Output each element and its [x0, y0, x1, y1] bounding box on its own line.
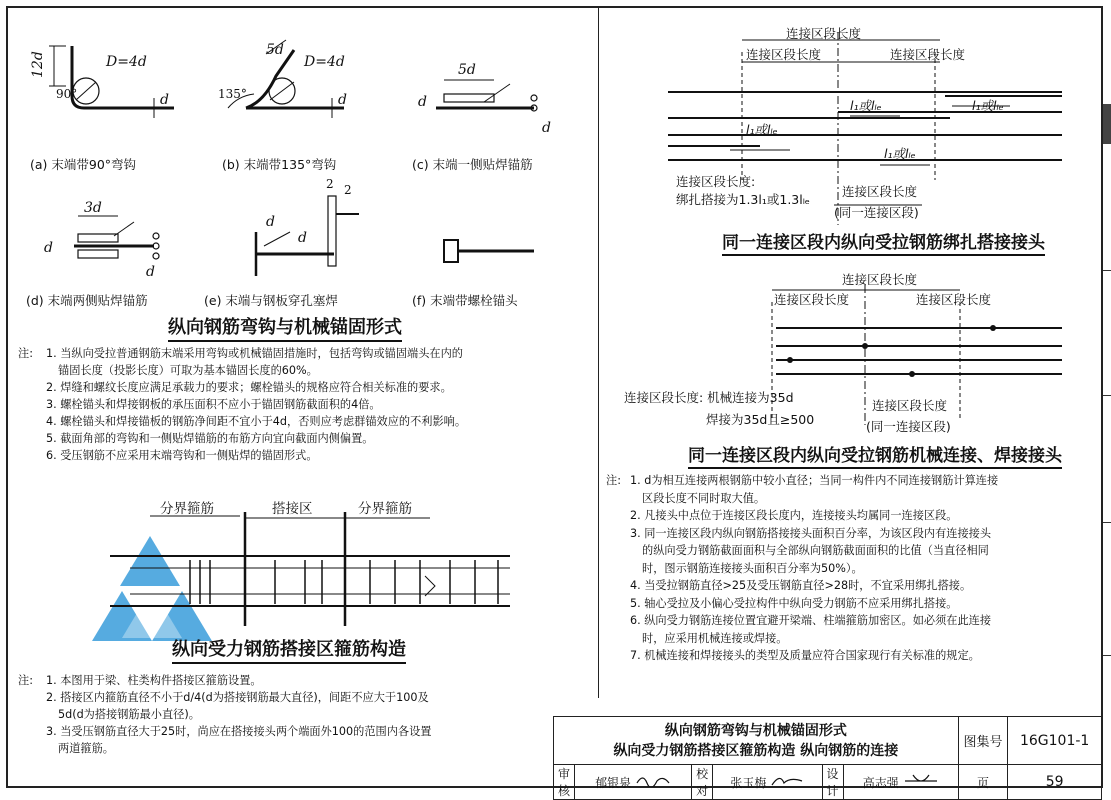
column-divider: [598, 8, 599, 698]
section-title-anchorage: 纵向钢筋弯钩与机械锚固形式: [168, 313, 402, 342]
note-line: 2. 焊缝和螺纹长度应满足承载力的要求；螺栓锚头的规格应符合相关标准的要求。: [46, 381, 452, 394]
notes-anchorage: [46, 345, 466, 464]
fig-caption-f: (f) 末端带螺栓锚头: [412, 293, 518, 308]
dim-12d: 12d: [30, 51, 46, 78]
mech-box-top: 连接区段长度: [872, 398, 948, 413]
mech-def-2: 焊接为35d且≥500: [706, 412, 815, 427]
note-line: 1. d为相互连接两根钢筋中较小直径；当同一构件内不同连接钢筋计算连接: [630, 474, 999, 487]
stirrup-lap-drawing: [90, 496, 540, 646]
dim-5d-b: 5d: [266, 42, 284, 58]
section-title-lap: 同一连接区段内纵向受拉钢筋绑扎搭接接头: [722, 228, 1045, 256]
note-line: 3. 螺栓锚头和焊接钢板的承压面积不应小于锚固钢筋截面积的4倍。: [46, 398, 381, 411]
dim-d-d2: d: [146, 264, 155, 280]
drawing-title: [554, 717, 959, 765]
dim-d-c2: d: [542, 120, 551, 136]
dim-3d: 3d: [84, 200, 102, 216]
note-line: 5d(d为搭接钢筋最小直径)。: [58, 708, 200, 721]
designer-signature: [903, 773, 939, 787]
design-label: 设计: [822, 765, 843, 800]
lap-seg-right: 连接区段长度: [890, 47, 966, 62]
dim-5d-c: 5d: [458, 62, 476, 78]
review-label: 审核: [554, 765, 575, 800]
section-title-mech: 同一连接区段内纵向受拉钢筋机械连接、焊接接头: [688, 441, 1062, 469]
lap-top-label: 连接区段长度: [786, 26, 862, 41]
edge-tick: [1103, 655, 1111, 656]
notes-right-prefix: 注:: [606, 474, 621, 487]
reviewer-text: 郁银泉: [595, 776, 632, 790]
designer-text: 高志强: [862, 776, 899, 790]
fig-caption-e: (e) 末端与钢板穿孔塞焊: [204, 293, 338, 308]
note-line: 1. 本图用于梁、柱类构件搭接区箍筋设置。: [46, 674, 262, 687]
drawing-title-line1: 纵向钢筋弯钩与机械锚固形式: [664, 722, 847, 739]
dim-d-e: d: [266, 214, 275, 230]
designer-name: [843, 765, 958, 800]
note-line: 1. 当纵向受拉普通钢筋末端采用弯钩或机械锚固措施时，包括弯钩或锚固端头在内的: [46, 347, 463, 360]
note-line: 两道箍筋。: [58, 742, 114, 755]
mech-seg-left: 连接区段长度: [774, 292, 850, 307]
mech-box-bottom: (同一连接区段): [866, 419, 951, 434]
dim-d-c: d: [418, 94, 427, 110]
notes-stirrup: [46, 672, 431, 757]
mech-top-label: 连接区段长度: [842, 272, 918, 287]
edge-tick: [1103, 522, 1111, 523]
notes-splice: [630, 472, 998, 665]
page-label: 页: [958, 765, 1008, 800]
dim-d-b: d: [338, 92, 347, 108]
page-number: 59: [1008, 765, 1102, 800]
edge-tick: [1103, 395, 1111, 396]
checker-text: 张玉梅: [730, 776, 767, 790]
drawing-title-line2: 纵向受力钢筋搭接区箍筋构造 纵向钢筋的连接: [613, 742, 899, 759]
mech-def-1: 连接区段长度: 机械连接为35d: [624, 390, 794, 405]
dim-d-d: d: [44, 240, 53, 256]
lap-length-3: l₁或lₗₑ: [746, 122, 778, 137]
lap-length-2: l₁或lₗₑ: [972, 98, 1004, 113]
atlas-number: 16G101-1: [1008, 717, 1102, 765]
notes2-prefix: 注:: [18, 674, 33, 687]
dim-D4d-a: D=4d: [106, 54, 147, 70]
reviewer-name: [575, 765, 692, 800]
fig-caption-c: (c) 末端一侧贴焊锚筋: [412, 157, 533, 172]
note-line: 2. 凡接头中点位于连接区段长度内，连接接头均属同一连接区段。: [630, 509, 958, 522]
note-line: 4. 螺栓锚头和焊接锚板的钢筋净间距不宜小于4d，否则应考虑群锚效应的不利影响。: [46, 415, 467, 428]
fig-caption-a: (a) 末端带90°弯钩: [30, 157, 137, 172]
note-line: 5. 轴心受拉及小偏心受拉构件中纵向受力钢筋不应采用绑扎搭接。: [630, 596, 958, 610]
lap-box-top: 连接区段长度: [842, 184, 918, 199]
checker-signature: [770, 773, 804, 787]
lap-seg-left: 连接区段长度: [746, 47, 822, 62]
dim-2-e2: 2: [344, 183, 352, 197]
stirrup-label-mid: 搭接区: [272, 501, 313, 517]
note-line: 时，图示钢筋连接接头面积百分率为50%）。: [642, 561, 863, 575]
fig-caption-b: (b) 末端带135°弯钩: [222, 157, 337, 172]
note-line: 区段长度不同时取大值。: [642, 491, 766, 505]
note-line: 的纵向受力钢筋截面面积与全部纵向钢筋截面面积的比值（当直径相同: [642, 544, 989, 557]
fig-caption-d: (d) 末端两侧贴焊锚筋: [26, 293, 148, 308]
section-title-stirrup: 纵向受力钢筋搭接区箍筋构造: [172, 635, 406, 664]
note-line: 3. 当受压钢筋直径大于25时，尚应在搭接接头两个端面外100的范围内各设置: [46, 725, 432, 738]
lap-length-4: l₁或lₗₑ: [884, 146, 916, 161]
lap-box-bottom: (同一连接区段): [834, 205, 919, 220]
lap-length-1: l₁或lₗₑ: [850, 98, 882, 113]
atlas-label: 图集号: [958, 717, 1008, 765]
mech-seg-right: 连接区段长度: [916, 292, 992, 307]
note-line: 6. 纵向受力钢筋连接位置宜避开梁端、柱端箍筋加密区。如必须在此连接: [630, 614, 992, 627]
checker-name: [713, 765, 822, 800]
stirrup-label-right: 分界箍筋: [358, 501, 412, 517]
edge-tab-bar: [1103, 0, 1111, 794]
dim-D4d-b: D=4d: [304, 54, 345, 70]
reviewer-signature: [635, 773, 671, 787]
note-line: 7. 机械连接和焊接接头的类型及质量应符合国家现行有关标准的规定。: [630, 649, 980, 662]
title-block: [553, 716, 1102, 800]
dim-2-e: 2: [326, 177, 334, 191]
dim-d-e2: d: [298, 230, 307, 246]
edge-tick: [1103, 270, 1111, 271]
note-line: 4. 当受拉钢筋直径>25及受压钢筋直径>28时，不宜采用绑扎搭接。: [630, 579, 972, 592]
check-label: 校对: [692, 765, 713, 800]
stirrup-label-left: 分界箍筋: [160, 501, 214, 517]
notes1-prefix: 注:: [18, 347, 33, 360]
edge-tab-marker: [1103, 104, 1111, 144]
dim-90deg: 90°: [56, 87, 78, 101]
note-line: 2. 搭接区内箍筋直径不小于d/4(d为搭接钢筋最大直径)，间距不应大于100及: [46, 691, 429, 704]
note-line: 锚固长度（投影长度）可取为基本锚固长度的60%。: [58, 364, 318, 377]
lap-def-2: 绑扎搭接为1.3l₁或1.3lₗₑ: [676, 192, 811, 207]
note-line: 5. 截面角部的弯钩和一侧贴焊锚筋的布筋方向宜向截面内侧偏置。: [46, 432, 374, 445]
dim-d-a: d: [160, 92, 169, 108]
note-line: 时，应采用机械连接或焊接。: [642, 631, 788, 645]
note-line: 3. 同一连接区段内纵向钢筋搭接接头面积百分率，为该区段内有连接接头: [630, 526, 992, 540]
watermark-logo: [92, 536, 212, 641]
note-line: 6. 受压钢筋不应采用末端弯钩和一侧贴焊的锚固形式。: [46, 449, 318, 462]
dim-135deg: 135°: [218, 87, 247, 101]
lap-def-1: 连接区段长度:: [676, 174, 756, 189]
